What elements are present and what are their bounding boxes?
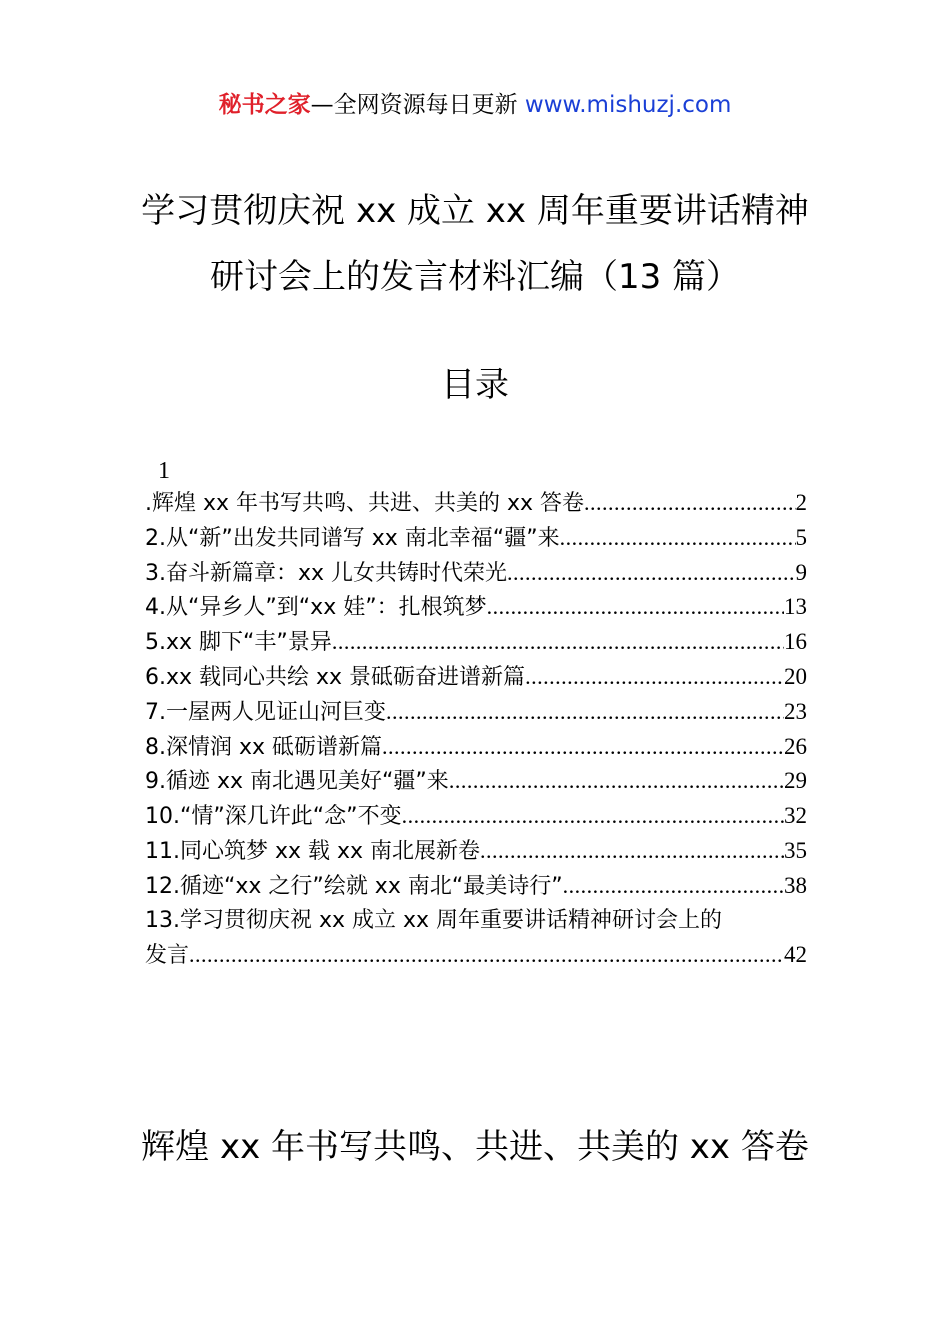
toc-entry-title: 5.xx 脚下“丰”景异 [145,630,332,656]
toc-leader-dots [386,695,784,730]
toc-entry[interactable] [145,834,807,869]
toc-entry-last-row [145,938,807,973]
toc-entry[interactable] [145,869,807,904]
toc-entry-title: 2.从“新”出发共同谱写 xx 南北幸福“疆”来 [145,525,560,551]
toc-entry-title: 8.深情润 xx 砥砺谱新篇 [145,734,383,760]
toc-entry-page: 9 [795,559,807,585]
toc-entry[interactable] [145,590,807,625]
toc-entry[interactable] [145,556,807,591]
table-of-contents [145,486,807,973]
toc-entry-title-line-2: 发言 [145,943,190,969]
toc-entry-title: .辉煌 xx 年书写共鸣、共进、共美的 xx 答卷 [145,491,585,516]
document-title-line-2: 研讨会上的发言材料汇编（13 篇） [209,257,741,297]
toc-leader-dots [563,869,784,904]
toc-entry[interactable] [145,730,807,765]
toc-entry-page: 16 [784,629,807,655]
toc-entry-title: 7.一屋两人见证山河巨变 [145,699,386,725]
toc-entry-page: 35 [784,837,807,863]
toc-leader-dots [507,556,795,591]
toc-entry-title: 11.同心筑梦 xx 载 xx 南北展新卷 [145,838,481,864]
toc-entry-title-line-1: 13.学习贯彻庆祝 xx 成立 xx 周年重要讲话精神研讨会上的 [145,907,723,933]
toc-entry-page: 32 [784,803,807,829]
toc-leader-dots [332,625,784,660]
toc-entry-page: 42 [784,942,807,968]
toc-entry[interactable] [145,695,807,730]
toc-entry-multiline[interactable] [145,904,807,974]
toc-leader-dots [480,834,784,869]
toc-leader-dots [382,730,784,765]
toc-entry-page: 23 [784,698,807,724]
toc-leader-dots [525,660,784,695]
toc-entry-title: 6.xx 载同心共绘 xx 景砥砺奋进谱新篇 [145,664,526,690]
toc-entry-title: 10.“情”深几许此“念”不变 [145,804,402,830]
toc-leader-dots [189,938,784,973]
toc-entry-title: 4.从“异乡人”到“xx 娃”：扎根筑梦 [145,595,487,621]
toc-entry-title: 9.循迹 xx 南北遇见美好“疆”来 [145,769,449,795]
toc-entry-page: 38 [784,872,807,898]
toc-entry-page: 29 [784,768,807,794]
toc-entry-page: 26 [784,733,807,759]
toc-entry-title: 3.奋斗新篇章：xx 儿女共铸时代荣光 [145,560,508,586]
toc-entry-title: 12.循迹“xx 之行”绘就 xx 南北“最美诗行” [145,873,563,899]
toc-leader-dots [449,764,784,799]
toc-entry[interactable] [145,486,807,521]
toc-entry[interactable] [145,660,807,695]
toc-entry[interactable] [145,764,807,799]
toc-leader-dots [402,799,784,834]
toc-entry[interactable] [145,799,807,834]
toc-entry-page: 20 [784,663,807,689]
toc-leader-dots [487,590,784,625]
brand-name: 秘书之家 [218,92,311,118]
site-url-link[interactable]: www.mishuzj.com [524,92,732,118]
toc-entry-page: 5 [795,524,807,550]
toc-entry[interactable] [145,625,807,660]
toc-entry-page: 2 [795,490,807,515]
toc-leader-dots [560,521,796,556]
document-title-line-1: 学习贯彻庆祝 xx 成立 xx 周年重要讲话精神 [141,191,809,231]
section-title: 辉煌 xx 年书写共鸣、共进、共美的 xx 答卷 [141,1127,809,1167]
toc-entry[interactable] [145,521,807,556]
toc-entry-page: 13 [784,594,807,620]
toc-first-number: 1 [158,458,170,484]
toc-leader-dots [584,486,795,521]
banner-slogan: —全网资源每日更新 [310,92,518,118]
toc-heading: 目录 [441,365,509,405]
site-banner [0,88,950,122]
